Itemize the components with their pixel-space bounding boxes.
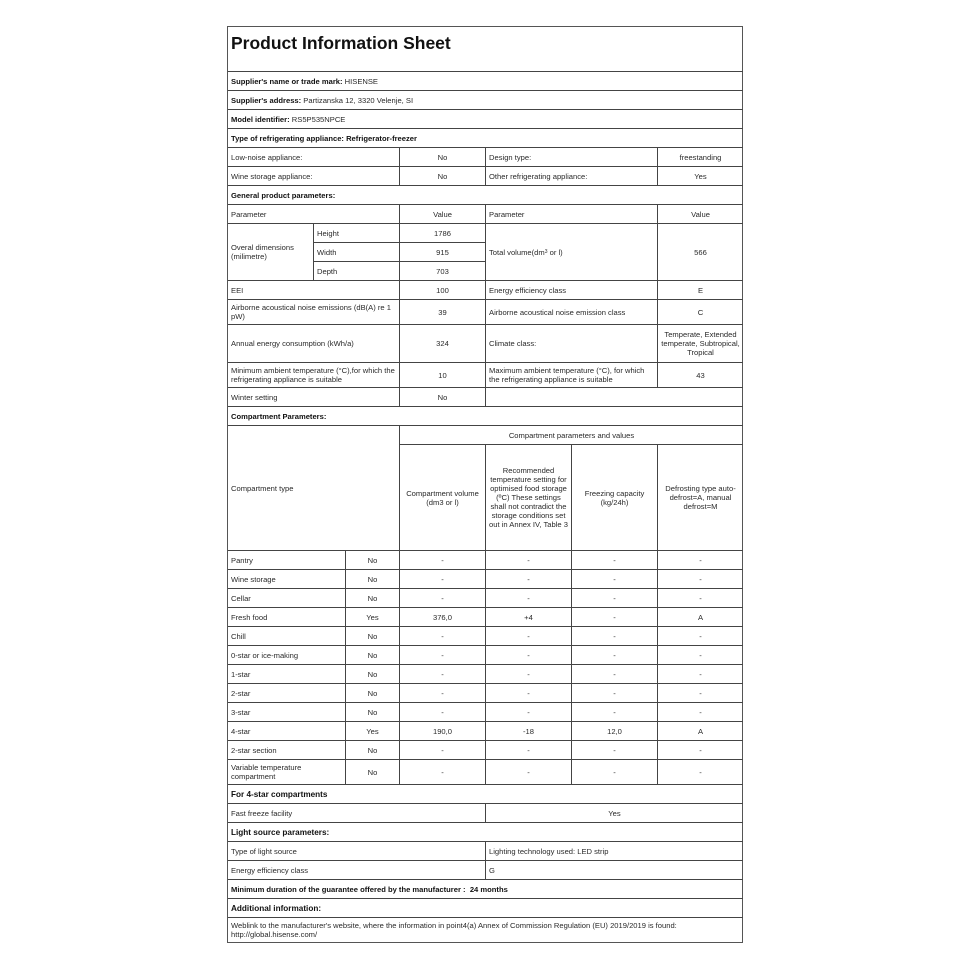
- param-header-right: Parameter: [486, 205, 658, 224]
- weblink-url[interactable]: http://global.hisense.com/: [231, 930, 318, 939]
- compartment-temp-cell: -: [486, 684, 572, 703]
- compartment-defrost-cell: -: [658, 551, 743, 570]
- compartment-name-cell: 1-star: [228, 665, 346, 684]
- compartment-defrost-cell: -: [658, 646, 743, 665]
- light-class-label: Energy efficiency class: [228, 861, 486, 880]
- min-temp-label: Minimum ambient temperature (°C),for which the refrigerating appliance is suitable: [228, 363, 400, 388]
- compartment-volume-cell: 190,0: [400, 722, 486, 741]
- noise-class-label: Airborne acoustical noise emission class: [486, 300, 658, 325]
- total-volume-label-pre: Total volume(dm: [489, 247, 545, 257]
- fast-freeze-label: Fast freeze facility: [228, 804, 486, 823]
- compartment-present-cell: No: [346, 646, 400, 665]
- compartment-freezing-cell: -: [572, 608, 658, 627]
- compartment-volume-cell: -: [400, 741, 486, 760]
- compartment-present-cell: No: [346, 551, 400, 570]
- appliance-type-label: Type of refrigerating appliance:: [231, 133, 344, 143]
- compartment-name-cell: Fresh food: [228, 608, 346, 627]
- compartment-defrost-cell: -: [658, 570, 743, 589]
- compartment-freezing-cell: -: [572, 665, 658, 684]
- weblink-row: [228, 918, 743, 943]
- volume-header: Compartment volume (dm3 or l): [400, 445, 486, 551]
- compartment-name-cell: 0-star or ice-making: [228, 646, 346, 665]
- supplier-name-value: HISENSE: [344, 76, 378, 86]
- compartment-freezing-cell: 12,0: [572, 722, 658, 741]
- freezing-header: Freezing capacity (kg/24h): [572, 445, 658, 551]
- compartment-name-cell: 4-star: [228, 722, 346, 741]
- compartment-temp-cell: -: [486, 646, 572, 665]
- general-params-heading: General product parameters:: [228, 186, 743, 205]
- compartment-freezing-cell: -: [572, 589, 658, 608]
- max-temp-value: 43: [658, 363, 743, 388]
- light-type-label: Type of light source: [228, 842, 486, 861]
- defrost-header: Defrosting type auto-defrost=A, manual defrost=M: [658, 445, 743, 551]
- page-title: Product Information Sheet: [228, 27, 743, 72]
- compartment-defrost-cell: -: [658, 665, 743, 684]
- other-appliance-value: Yes: [658, 167, 743, 186]
- fast-freeze-value: Yes: [486, 804, 743, 823]
- compartment-volume-cell: -: [400, 589, 486, 608]
- max-temp-label: Maximum ambient temperature (°C), for which the refrigerating appliance is suitable: [486, 363, 658, 388]
- supplier-address-label: Supplier's address:: [231, 95, 302, 105]
- compartment-present-cell: No: [346, 665, 400, 684]
- model-identifier-label: Model identifier:: [231, 114, 290, 124]
- guarantee-label: Minimum duration of the guarantee offered by the manufacturer :: [231, 884, 466, 894]
- supplier-address-row: [228, 91, 743, 110]
- value-header-right: Value: [658, 205, 743, 224]
- compartment-temp-cell: -: [486, 703, 572, 722]
- depth-value: 703: [400, 262, 486, 281]
- compartment-name-cell: Pantry: [228, 551, 346, 570]
- design-type-label: Design type:: [486, 148, 658, 167]
- noise-class-value: C: [658, 300, 743, 325]
- compartment-temp-cell: -: [486, 570, 572, 589]
- annual-energy-label: Annual energy consumption (kWh/a): [228, 325, 400, 363]
- eei-label: EEI: [228, 281, 400, 300]
- compartment-present-cell: Yes: [346, 608, 400, 627]
- compartment-temp-cell: -: [486, 551, 572, 570]
- compartment-present-cell: Yes: [346, 722, 400, 741]
- width-label: Width: [314, 243, 400, 262]
- wine-storage-value: No: [400, 167, 486, 186]
- compartment-present-cell: No: [346, 627, 400, 646]
- compartment-volume-cell: 376,0: [400, 608, 486, 627]
- noise-label: Airborne acoustical noise emissions (dB(A) re 1 pW): [228, 300, 400, 325]
- compartment-freezing-cell: -: [572, 760, 658, 785]
- compartment-freezing-cell: -: [572, 646, 658, 665]
- supplier-name-label: Supplier's name or trade mark:: [231, 76, 343, 86]
- compartment-freezing-cell: -: [572, 627, 658, 646]
- compartment-volume-cell: -: [400, 646, 486, 665]
- other-appliance-label: Other refrigerating appliance:: [486, 167, 658, 186]
- appliance-type-value: Refrigerator-freezer: [346, 133, 417, 143]
- energy-class-label: Energy efficiency class: [486, 281, 658, 300]
- compartment-name-cell: 2-star section: [228, 741, 346, 760]
- wine-storage-label: Wine storage appliance:: [228, 167, 400, 186]
- compartment-group-header: Compartment parameters and values: [400, 426, 743, 445]
- compartment-present-cell: No: [346, 760, 400, 785]
- climate-class-value: Temperate, Extended temperate, Subtropical, Tropical: [658, 325, 743, 363]
- compartment-volume-cell: -: [400, 760, 486, 785]
- low-noise-value: No: [400, 148, 486, 167]
- guarantee-row: [228, 880, 743, 899]
- appliance-type-row: [228, 129, 743, 148]
- compartment-defrost-cell: A: [658, 608, 743, 627]
- compartment-temp-cell: +4: [486, 608, 572, 627]
- compartment-name-cell: 3-star: [228, 703, 346, 722]
- compartment-freezing-cell: -: [572, 741, 658, 760]
- compartment-defrost-cell: A: [658, 722, 743, 741]
- empty-cell: [486, 388, 743, 407]
- light-source-heading: Light source parameters:: [228, 823, 743, 842]
- weblink-text: Weblink to the manufacturer's website, where the information in point4(a) Annex of Commission Regulation (EU) 2019/2019 is found:: [231, 921, 677, 930]
- winter-setting-value: No: [400, 388, 486, 407]
- compartment-volume-cell: -: [400, 551, 486, 570]
- compartment-defrost-cell: -: [658, 741, 743, 760]
- compartment-defrost-cell: -: [658, 589, 743, 608]
- model-identifier-row: [228, 110, 743, 129]
- compartment-temp-cell: -: [486, 589, 572, 608]
- eei-value: 100: [400, 281, 486, 300]
- compartment-temp-cell: -: [486, 627, 572, 646]
- compartment-volume-cell: -: [400, 684, 486, 703]
- compartment-freezing-cell: -: [572, 570, 658, 589]
- compartment-present-cell: No: [346, 570, 400, 589]
- product-information-sheet: [227, 26, 743, 943]
- compartment-temp-cell: -18: [486, 722, 572, 741]
- total-volume-label-post: or l): [547, 247, 563, 257]
- compartment-freezing-cell: -: [572, 551, 658, 570]
- compartment-present-cell: No: [346, 589, 400, 608]
- width-value: 915: [400, 243, 486, 262]
- light-class-value: G: [486, 861, 743, 880]
- compartment-temp-cell: -: [486, 741, 572, 760]
- compartment-defrost-cell: -: [658, 684, 743, 703]
- compartment-name-cell: 2-star: [228, 684, 346, 703]
- min-temp-value: 10: [400, 363, 486, 388]
- param-header-left: Parameter: [228, 205, 400, 224]
- compartment-present-cell: No: [346, 703, 400, 722]
- compartment-volume-cell: -: [400, 570, 486, 589]
- compartment-name-cell: Chill: [228, 627, 346, 646]
- light-type-value: Lighting technology used: LED strip: [486, 842, 743, 861]
- four-star-heading: For 4-star compartments: [228, 785, 743, 804]
- winter-setting-label: Winter setting: [228, 388, 400, 407]
- compartment-volume-cell: -: [400, 703, 486, 722]
- depth-label: Depth: [314, 262, 400, 281]
- total-volume-value: 566: [658, 224, 743, 281]
- climate-class-label: Climate class:: [486, 325, 658, 363]
- compartment-defrost-cell: -: [658, 627, 743, 646]
- design-type-value: freestanding: [658, 148, 743, 167]
- compartment-params-heading: Compartment Parameters:: [228, 407, 743, 426]
- low-noise-label: Low-noise appliance:: [228, 148, 400, 167]
- compartment-type-header: Compartment type: [228, 426, 400, 551]
- value-header-left: Value: [400, 205, 486, 224]
- height-label: Height: [314, 224, 400, 243]
- model-identifier-value: RS5P535NPCE: [291, 114, 346, 124]
- compartment-present-cell: No: [346, 684, 400, 703]
- energy-class-value: E: [658, 281, 743, 300]
- compartment-defrost-cell: -: [658, 703, 743, 722]
- additional-info-heading: Additional information:: [228, 899, 743, 918]
- compartment-name-cell: Cellar: [228, 589, 346, 608]
- compartment-temp-cell: -: [486, 760, 572, 785]
- compartment-name-cell: Wine storage: [228, 570, 346, 589]
- compartment-freezing-cell: -: [572, 703, 658, 722]
- compartment-defrost-cell: -: [658, 760, 743, 785]
- temp-header: Recommended temperature setting for optimised food storage (ºC) These settings shall not contradict the storage conditions set out in Annex IV, Table 3: [486, 445, 572, 551]
- guarantee-value: 24 months: [469, 884, 508, 894]
- noise-value: 39: [400, 300, 486, 325]
- supplier-name-row: [228, 72, 743, 91]
- compartment-temp-cell: -: [486, 665, 572, 684]
- compartment-name-cell: Variable temperature compartment: [228, 760, 346, 785]
- annual-energy-value: 324: [400, 325, 486, 363]
- supplier-address-value: Partizanska 12, 3320 Velenje, SI: [303, 95, 414, 105]
- compartment-volume-cell: -: [400, 665, 486, 684]
- dimensions-label: Overal dimensions (milimetre): [228, 224, 314, 281]
- height-value: 1786: [400, 224, 486, 243]
- total-volume-label: Total volume(dm 3 or l): [486, 224, 658, 281]
- compartment-present-cell: No: [346, 741, 400, 760]
- compartment-volume-cell: -: [400, 627, 486, 646]
- compartment-freezing-cell: -: [572, 684, 658, 703]
